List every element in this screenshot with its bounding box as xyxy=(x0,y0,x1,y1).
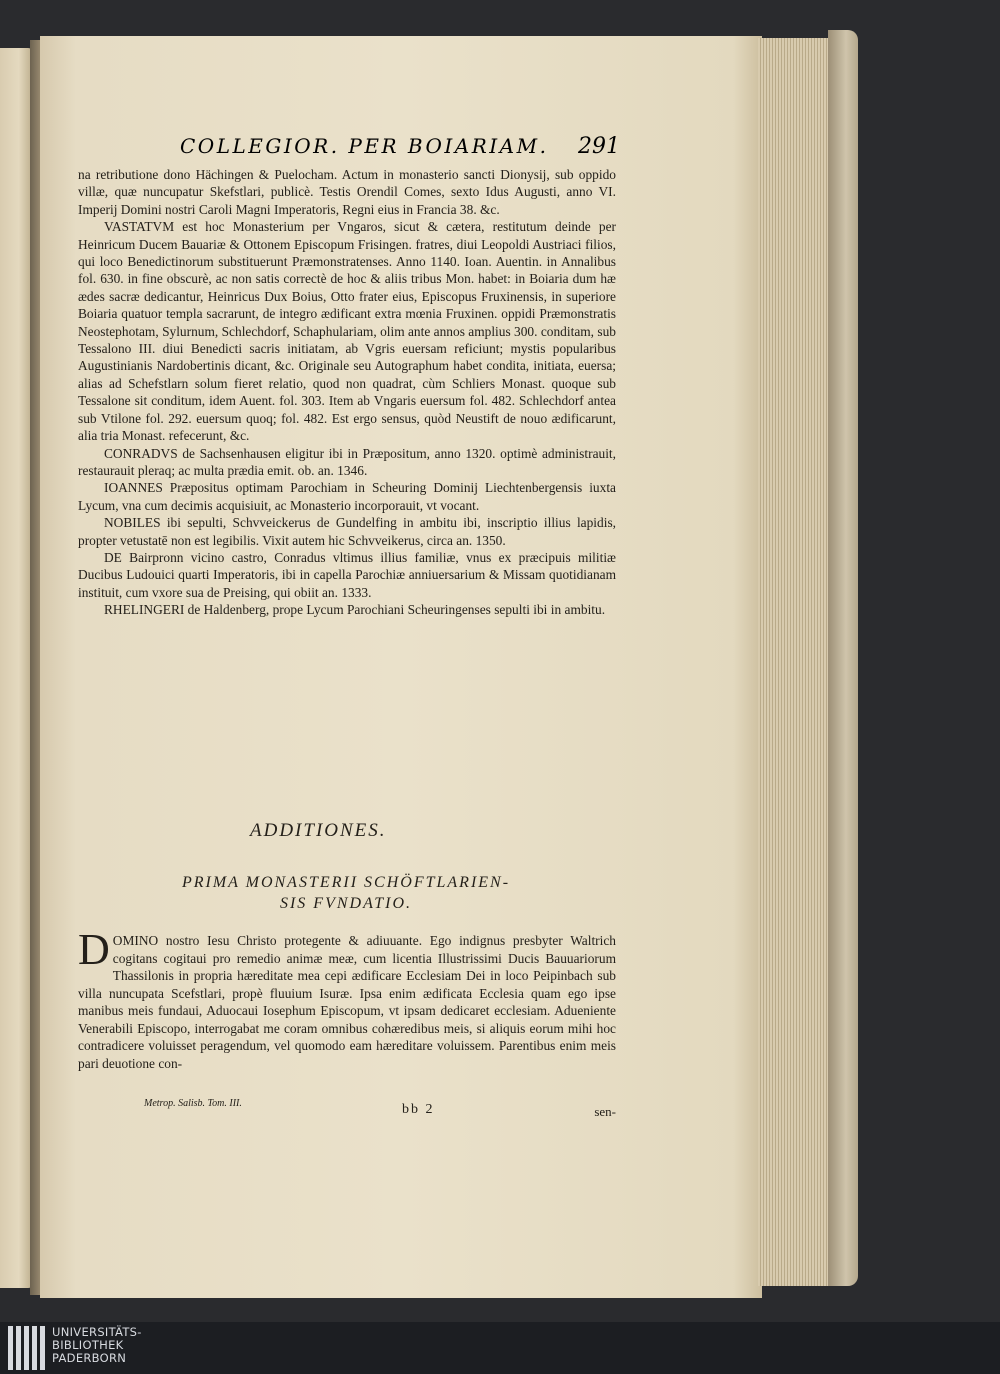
heading-additiones: ADDITIONES. xyxy=(250,820,387,841)
drop-capital: D xyxy=(78,925,110,974)
left-page-edge xyxy=(0,48,34,1288)
library-footer-bar xyxy=(0,1322,1000,1374)
heading-prima-line2: SIS FVNDATIO. xyxy=(279,895,413,912)
page-edges xyxy=(758,38,834,1286)
running-head xyxy=(180,134,620,164)
running-head-title: COLLEGIOR. PER BOIARIAM. xyxy=(180,134,549,158)
paragraph-nobiles: NOBILES ibi sepulti, Schvveickerus de Gundelfing in ambitu ibi, inscriptio illius lapidis, propter vetustatē non est legibilis. Vixit autem hic Schvveikerus, circa an. 1350. xyxy=(78,515,616,548)
signature-mark: Metrop. Salisb. Tom. III. xyxy=(144,1098,242,1109)
paragraph-donation: na retributione dono Hächingen & Puelocham. Actum in monasterio sancti Dionysij, sub oppido villæ, quæ nuncupatur Skefstlari, publicè. Testis Orendil Comes, sexto Idus Augusti, anno VI. Imperij Domini nostri Caroli Magni Imperatoris, Regni eius in Francia 38. &c. xyxy=(78,167,616,217)
library-logo-icon xyxy=(8,1326,48,1370)
heading-prima-line1: PRIMA MONASTERII SCHÖFTLARIEN- xyxy=(181,874,511,891)
main-text xyxy=(78,166,616,619)
library-name-line2: BIBLIOTHEK xyxy=(52,1338,124,1352)
paragraph-ioannes: IOANNES Præpositus optimam Parochiam in Scheuring Dominij Liechtenbergensis iuxta Lycum, vna cum decimis acquisiuit, ac Monasterio incorporauit, vt vocant. xyxy=(78,480,616,513)
catchword: sen- xyxy=(594,1104,616,1119)
library-name-line3: PADERBORN xyxy=(52,1351,127,1365)
paragraph-bairpronn: DE Bairpronn vicino castro, Conradus vltimus illius familiæ, vnus ex præcipuis militiæ Ducibus Ludouici quarti Imperatoris, ibi in capella Parochiæ anniuersarium & Missam quotidianam instituit, cum vxore sua de Preising, qui obiit an. 1333. xyxy=(78,549,616,600)
charter-text xyxy=(78,925,616,1072)
page-number: 291 xyxy=(578,134,620,159)
paragraph-vastatum: VASTATVM est hoc Monasterium per Vngaros, sicut & cætera, restitutum deinde per Heinricum Ducem Bauariæ & Ottonem Episcopum Frisingen. fratres, diui Leopoldi Austriaci filios, qui loco Benedictinorum substituerunt Præmonstratenses. Anno 1140. Ioan. Auentin. in Annalibus fol. 630. in fine obscurè, ac non satis correctè de hoc & aliis tribus Mon. habet: in Boiaria dum hæ ædes sacræ dedicantur, Heinricus Dux Boius, Otto frater eius, Episcopus Fruxinensis, in superiore Boiaria quatuor templa sacrarunt, de integro ædificant extra mœnia Fruxinen. oppidi Præmonstratis Neostephotam, Sylurnum, Schlechdorf, Schaphulariam, olim ante annos amplius 300. conditam, sub Tessalono III. diui Benedicti sacris initiatam, ab Vgris euersam reficiunt; mystis popularibus Augustinianis Nardobertinis dicant, &c. Originale seu Autographum habet condita, initiata, euersa; alias ad Schefstlarn solum fieret relatio, quod non quadrat, cùm Schliers Monast. quoque sub Tessalone sit conditum, idem Auent. fol. 303. Item ab Vngaris euersum fol. 482. Schlechdorf antea sub Vtilone fol. 292. euersum quoq; fol. 482. Est ergo sensus, quòd Neustift de nouo ædificarunt, alia tria Monast. refecerunt, &c. xyxy=(78,219,616,444)
gathering-mark: bb 2 xyxy=(402,1102,435,1117)
charter-paragraph: OMINO nostro Iesu Christo protegente & adiuuante. Ego indignus presbyter Waltrich cogitans cogitaui pro remedio animæ meæ, cum licentia Illustrissimi Ducis Bauuariorum Thassilonis in propria hæreditate mea cepi ædificare Ecclesiam Dei in loco Peipinbach sub villa nuncupata Scefstlari, propè fluuium Isuræ. Ipsa enim ædificata Ecclesia quam ego ipse manibus meis fundaui, Aduocaui Iosephum Episcopum, vt ipsam dedicaret ecclesiam. Adueniente Venerabili Episcopo, interrogabat me coram omnibus cohæredibus meis, si aliquis eorum mihi hoc contradicere voluisset peragendum, vel quomodo eam hæreditare voluissem. Parentibus enim meis pari deuotione con- xyxy=(78,933,616,1071)
paragraph-conradus: CONRADVS de Sachsenhausen eligitur ibi in Præpositum, anno 1320. optimè administrauit, restaurauit pleraq; ac multa prædia emit. ob. an. 1346. xyxy=(78,445,616,478)
page-footer xyxy=(78,1098,616,1138)
library-name xyxy=(52,1326,142,1365)
heading-prima-fundatio xyxy=(126,872,566,914)
book-cover-edge xyxy=(828,30,858,1286)
paragraph-rhelingeri: RHELINGERI de Haldenberg, prope Lycum Parochiani Scheuringenses sepulti ibi in ambitu. xyxy=(104,602,606,618)
library-name-line1: UNIVERSITÄTS- xyxy=(52,1325,142,1339)
